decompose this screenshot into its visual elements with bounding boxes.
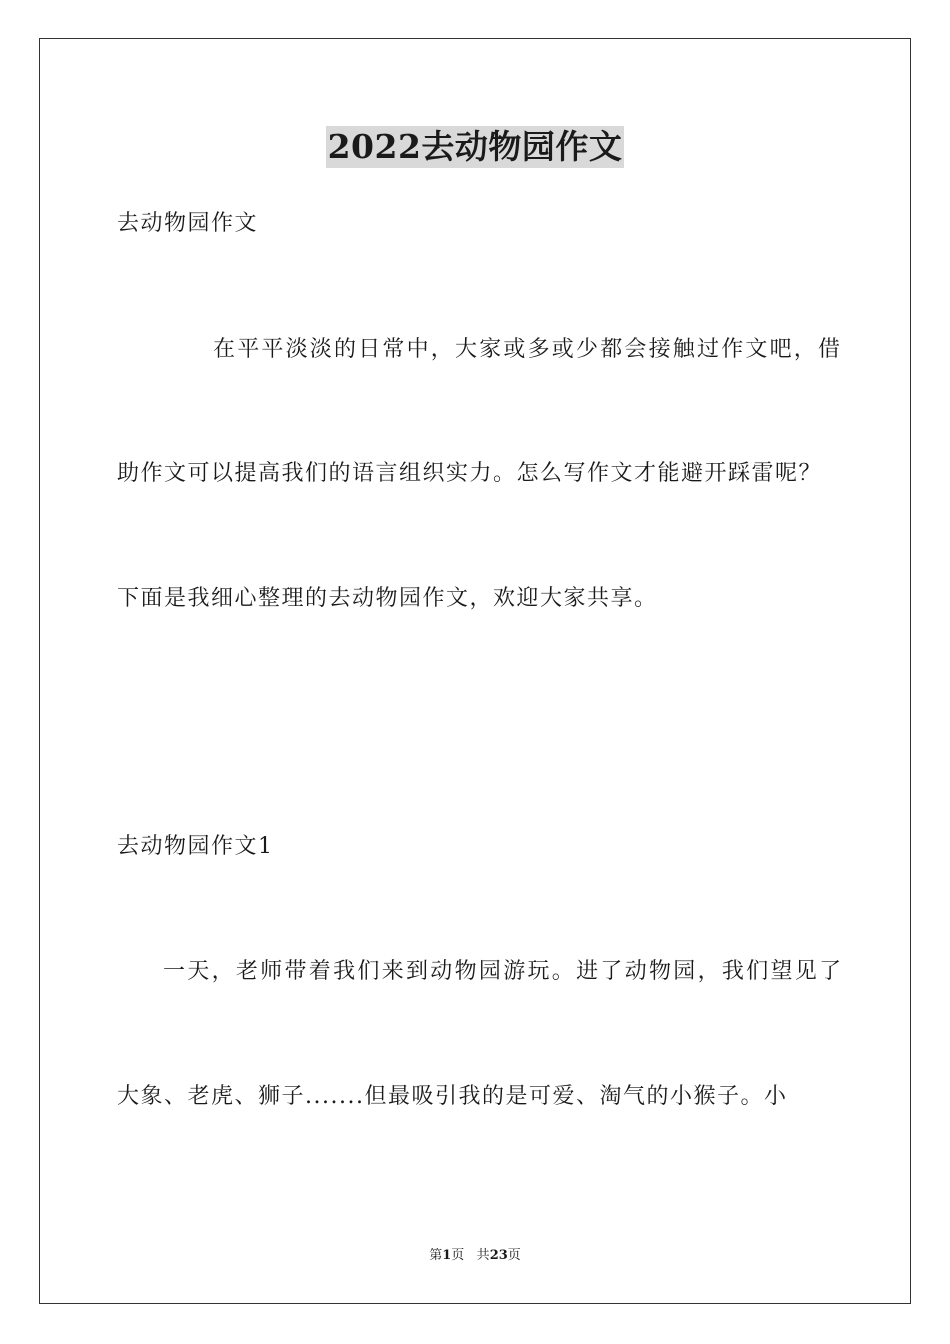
document-subtitle: 去动物园作文 [117, 211, 259, 236]
intro-line-1: 在平平淡淡的日常中，大家或多或少都会接触过作文吧，借 [213, 337, 843, 362]
intro-line-3: 下面是我细心整理的去动物园作文，欢迎大家共享。 [117, 586, 658, 611]
section-line-2: 大象、老虎、狮子.......但最吸引我的是可爱、淘气的小猴子。小 [117, 1084, 788, 1109]
footer-total-unit: 页 [507, 1248, 521, 1263]
section-heading: 去动物园作文1 [117, 834, 274, 859]
footer-page-unit: 页 [451, 1248, 465, 1263]
title-container [0, 126, 950, 168]
intro-line-2: 助作文可以提高我们的语言组织实力。怎么写作文才能避开踩雷呢？ [117, 461, 823, 486]
page-footer [0, 1247, 950, 1265]
footer-page-current: 1 [442, 1248, 452, 1263]
footer-total-prefix: 共 [476, 1248, 490, 1263]
footer-page-total: 23 [489, 1248, 508, 1263]
footer-page-prefix: 第 [429, 1248, 443, 1263]
document-title: 2022去动物园作文 [327, 127, 623, 166]
section-line-1: 一天，老师带着我们来到动物园游玩。进了动物园，我们望见了 [163, 959, 844, 984]
